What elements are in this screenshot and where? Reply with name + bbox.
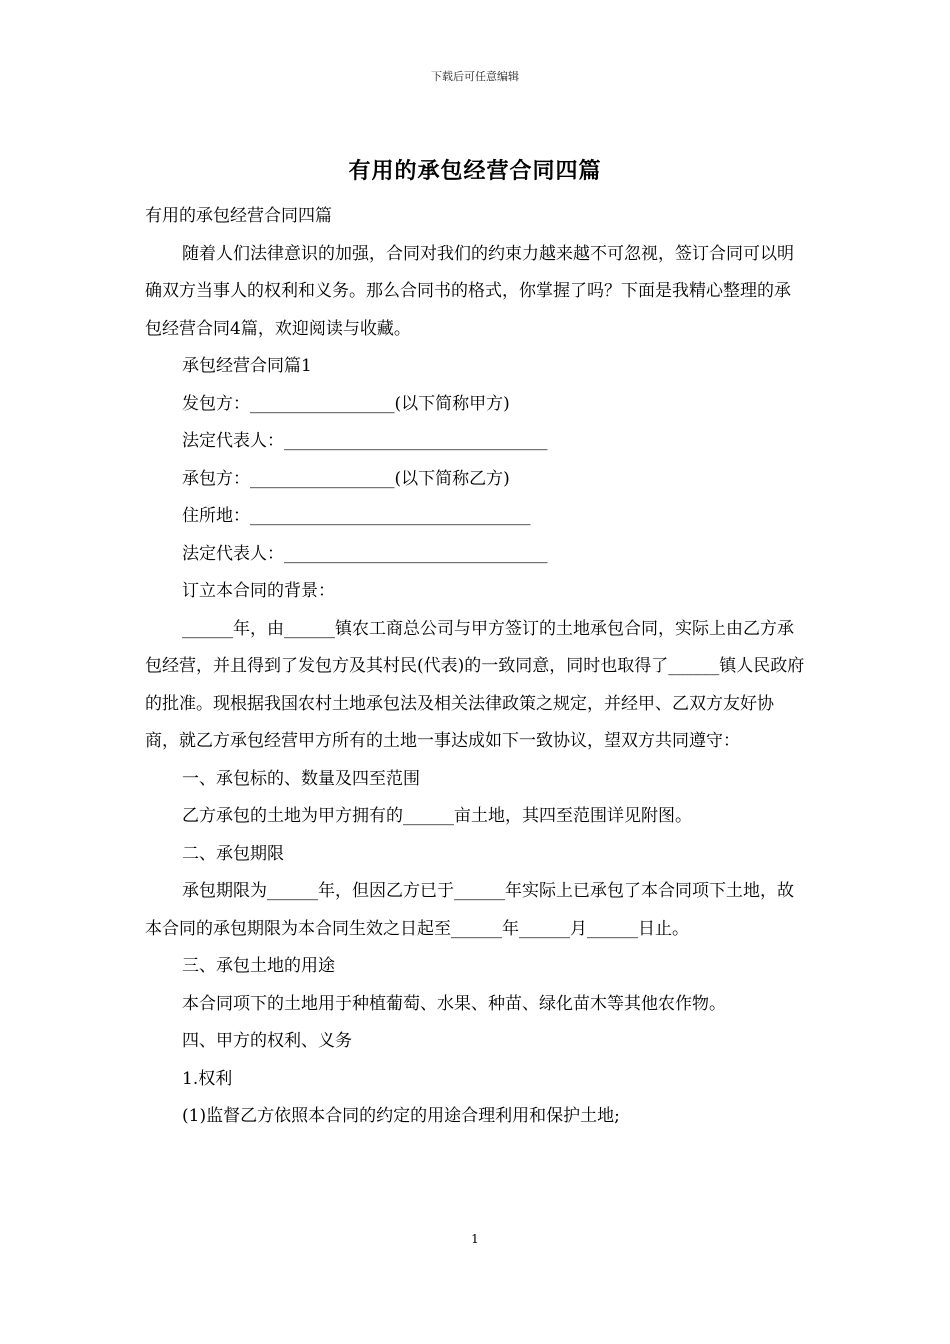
clause-2-heading: 二、承包期限	[182, 843, 284, 864]
clause-4-item-1: (1)监督乙方依照本合同的约定的用途合理利用和保护土地;	[182, 1106, 620, 1126]
clause-3-heading: 三、承包土地的用途	[182, 956, 335, 976]
clause-4-subheading: 1.权利	[182, 1068, 233, 1089]
party-b-line: 承包方：_________________(以下简称乙方)	[182, 468, 510, 489]
background-heading: 订立本合同的背景：	[182, 581, 335, 601]
intro-paragraph: 随着人们法律意识的加强，合同对我们的约束力越来越不可忽视，签订合同可以明确双方当事人的权利和义务。那么合同书的格式，你掌握了吗？下面是我精心整理的承包经营合同4篇，欢迎阅读与收藏。	[145, 243, 794, 339]
clause-3-text: 本合同项下的土地用于种植葡萄、水果、种苗、绿化苗木等其他农作物。	[182, 993, 726, 1014]
page-number: 1	[471, 1232, 479, 1246]
clause-2-text: 承包期限为______年，但因乙方已于______年实际上已承包了本合同项下土地，故本合同的承包期限为本合同生效之日起至______年______月______日止。	[145, 881, 794, 939]
subtitle-line: 有用的承包经营合同四篇	[145, 206, 332, 226]
clause-1-text: 乙方承包的土地为甲方拥有的______亩土地，其四至范围详见附图。	[182, 806, 692, 826]
section-heading: 承包经营合同篇1	[182, 356, 312, 376]
clause-1-heading: 一、承包标的、数量及四至范围	[182, 768, 420, 789]
document-body	[145, 198, 807, 1136]
background-paragraph: ______年，由______镇农工商总公司与甲方签订的土地承包合同，实际上由乙方承包经营，并且得到了发包方及其村民(代表)的一致同意，同时也取得了______镇人民政府的批准。现根据我国农村土地承包法及相关法律政策之规定，并经甲、乙双方友好协商，就乙方承包经营甲方所有的土地一事达成如下一致协议，望双方共同遵守：	[145, 618, 805, 751]
clause-4-heading: 四、甲方的权利、义务	[182, 1031, 352, 1051]
document-title: 有用的承包经营合同四篇	[348, 158, 602, 184]
party-b-representative-line: 法定代表人：_______________________________	[182, 543, 548, 564]
address-line: 住所地：_________________________________	[182, 506, 531, 526]
party-a-representative-line: 法定代表人：_______________________________	[182, 431, 548, 451]
page-header: 下载后可任意编辑	[431, 70, 519, 83]
party-a-line: 发包方：_________________(以下简称甲方)	[182, 393, 510, 414]
